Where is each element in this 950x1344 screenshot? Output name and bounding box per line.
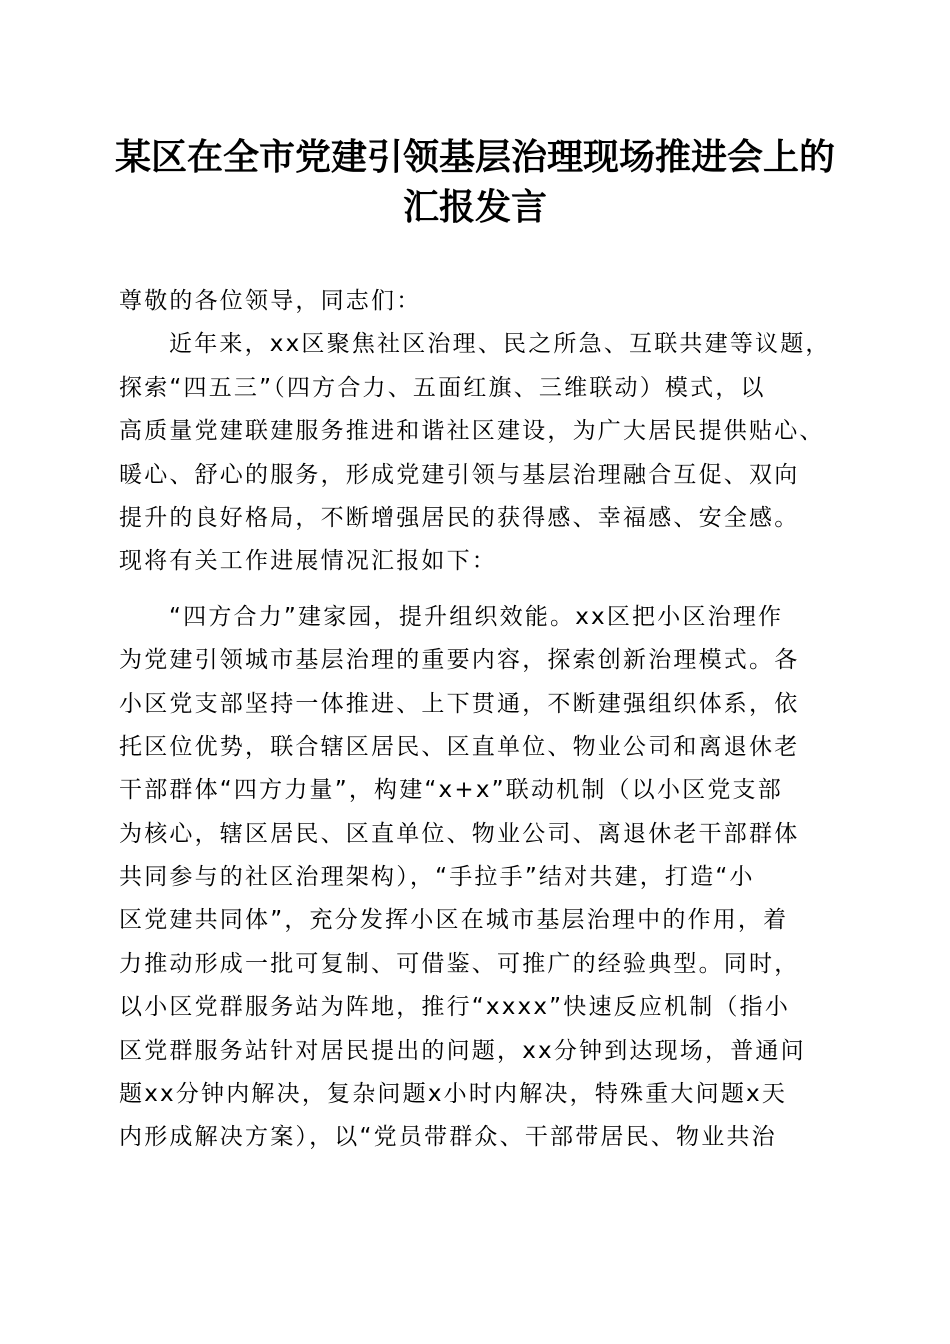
title-line-1: 某区在全市党建引领基层治理现场推进会上的 — [114, 136, 835, 178]
paragraph-1 — [119, 323, 835, 583]
paragraph-line: 近年来，xx区聚焦社区治理、民之所急、互联共建等议题， — [169, 331, 831, 358]
paragraph-line: 为核心，辖区居民、区直单位、物业公司、离退休老干部群体 — [119, 820, 800, 847]
paragraph-line: 干部群体“四方力量”，构建“x+x”联动机制（以小区党支部 — [119, 777, 783, 804]
document-title — [100, 132, 850, 232]
paragraph-2 — [119, 596, 835, 1160]
document-body — [119, 280, 835, 1160]
paragraph-line: 托区位优势，联合辖区居民、区直单位、物业公司和离退休老 — [119, 733, 800, 760]
paragraph-line: “四方合力”建家园，提升组织效能。xx区把小区治理作 — [169, 603, 784, 630]
paragraph-line: 内形成解决方案），以“党员带群众、干部带居民、物业共治 — [119, 1124, 777, 1151]
paragraph-line: 力推动形成一批可复制、可借鉴、可推广的经验典型。同时， — [119, 950, 800, 977]
paragraph-line: 共同参与的社区治理架构），“手拉手”结对共建，打造“小 — [119, 864, 755, 891]
paragraph-line: 区党建共同体”，充分发挥小区在城市基层治理中的作用，着 — [119, 907, 789, 934]
paragraph-line: 现将有关工作进展情况汇报如下： — [119, 548, 497, 575]
paragraph-line: 题xx分钟内解决，复杂问题x小时内解决，特殊重大问题x天 — [119, 1081, 788, 1108]
paragraph-line: 区党群服务站针对居民提出的问题，xx分钟到达现场，普通问 — [119, 1037, 806, 1064]
title-line-2: 汇报发言 — [402, 186, 547, 228]
paragraph-line: 探索“四五三”（四方合力、五面红旗、三维联动）模式，以 — [119, 374, 766, 401]
paragraph-line: 高质量党建联建服务推进和谐社区建设，为广大居民提供贴心、 — [119, 418, 825, 445]
salutation: 尊敬的各位领导，同志们： — [119, 288, 422, 314]
paragraph-line: 提升的良好格局，不断增强居民的获得感、幸福感、安全感。 — [119, 504, 800, 531]
paragraph-line: 以小区党群服务站为阵地，推行“xxxx”快速反应机制（指小 — [119, 994, 791, 1021]
paragraph-line: 为党建引领城市基层治理的重要内容，探索创新治理模式。各 — [119, 647, 800, 674]
paragraph-gap — [119, 584, 835, 596]
paragraph-line: 暖心、舒心的服务，形成党建引领与基层治理融合互促、双向 — [119, 461, 800, 488]
paragraph-line: 小区党支部坚持一体推进、上下贯通，不断建强组织体系，依 — [119, 690, 800, 717]
